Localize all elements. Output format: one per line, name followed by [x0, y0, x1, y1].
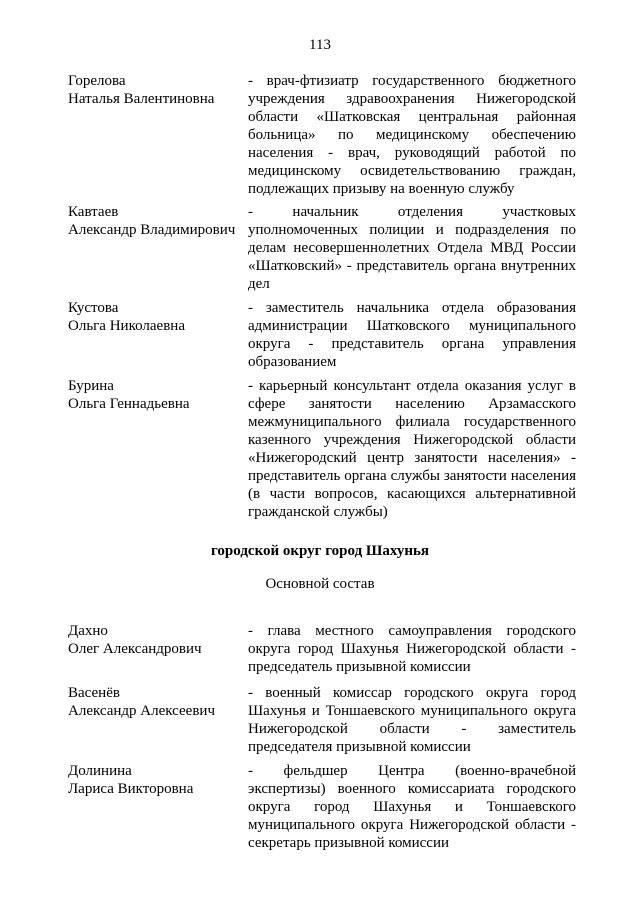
- member-role: - фельдшер Центра (военно-врачебной экспертизы) военного комиссариата городского округа город Шахунья и Тоншаевского муниципального округа Нижегородской области - секретарь призывной комиссии: [248, 763, 576, 851]
- page-number: 113: [309, 37, 331, 53]
- member-given-names: Александр Владимирович: [68, 222, 236, 238]
- member-given-names: Олег Александрович: [68, 641, 202, 657]
- member-role: - врач-фтизиатр государственного бюджетного учреждения здравоохранения Нижегородской области «Шатковская центральная районная больница» по медицинскому обеспечению населения - врач, руководящий работой по медицинскому освидетельствованию граждан, подлежащих призыву на военную службу: [248, 73, 576, 197]
- member-given-names: Ольга Николаевна: [68, 318, 185, 334]
- member-given-names: Наталья Валентиновна: [68, 91, 215, 107]
- member-name: [68, 299, 243, 335]
- member-surname: Кавтаев: [68, 204, 119, 220]
- member-name: [68, 762, 243, 798]
- section-subtitle: Основной состав: [265, 576, 375, 592]
- member-role: - заместитель начальника отдела образования администрации Шатковского муниципального округа - представитель органа управления образованием: [248, 300, 576, 370]
- member-name: [68, 203, 243, 239]
- member-role: - глава местного самоуправления городского округа город Шахунья Нижегородской области - председатель призывной комиссии: [248, 623, 576, 675]
- section-title: городской округ город Шахунья: [210, 543, 430, 559]
- member-given-names: Лариса Викторовна: [68, 781, 194, 797]
- member-surname: Бурина: [68, 378, 114, 394]
- member-name: [68, 684, 243, 720]
- member-role: - карьерный консультант отдела оказания услуг в сфере занятости населению Арзамасского межмуниципального филиала государственного казенного учреждения Нижегородской области «Нижегородский центр занятости населения» - представитель органа службы занятости населения (в части вопросов, касающихся альтернативной гражданской службы): [248, 378, 576, 520]
- member-surname: Долинина: [68, 763, 132, 779]
- member-surname: Васенёв: [68, 685, 120, 701]
- member-role: - военный комиссар городского округа город Шахунья и Тоншаевского муниципального округа Нижегородской области - заместитель председателя призывной комиссии: [248, 685, 576, 755]
- member-name: [68, 72, 243, 108]
- member-surname: Кустова: [68, 300, 119, 316]
- member-given-names: Александр Алексеевич: [68, 703, 215, 719]
- member-name: [68, 377, 243, 413]
- member-given-names: Ольга Геннадьевна: [68, 396, 190, 412]
- member-surname: Горелова: [68, 73, 126, 89]
- member-role: - начальник отделения участковых уполномоченных полиции и подразделения по делам несовершеннолетних Отдела МВД России «Шатковский» - представитель органа внутренних дел: [248, 204, 576, 292]
- member-name: [68, 622, 243, 658]
- member-surname: Дахно: [68, 623, 108, 639]
